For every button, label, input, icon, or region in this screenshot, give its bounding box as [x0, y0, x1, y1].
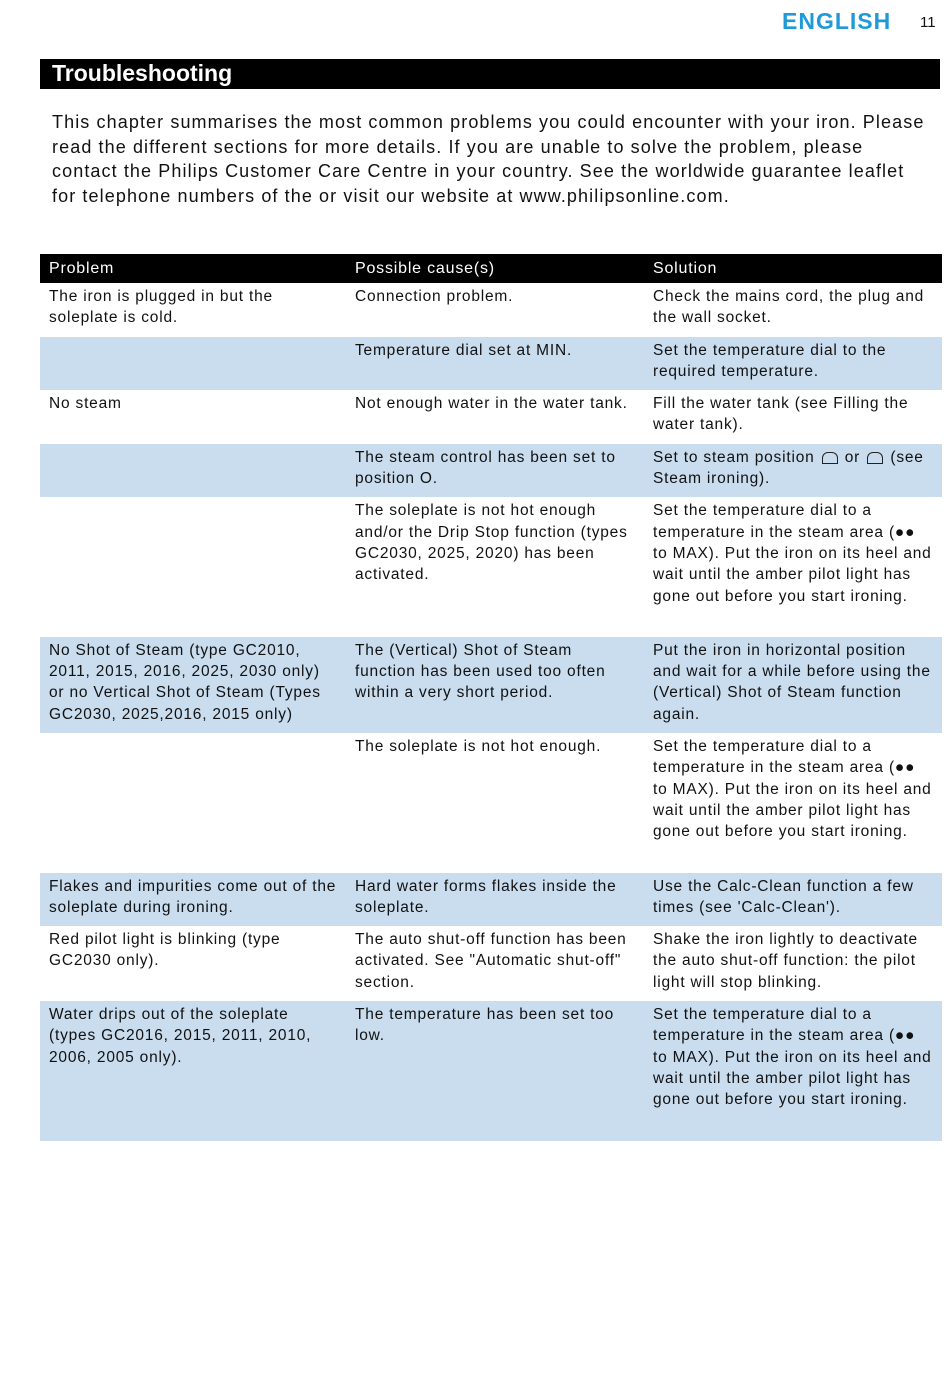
- table-row: [40, 733, 942, 872]
- table-row: [40, 873, 942, 927]
- cell-problem: [40, 733, 346, 872]
- table-row: [40, 497, 942, 636]
- cell-cause: The steam control has been set to position O.: [346, 444, 644, 498]
- cell-solution: Use the Calc-Clean function a few times (see 'Calc-Clean').: [644, 873, 942, 927]
- table-row: [40, 926, 942, 1001]
- cell-solution: Fill the water tank (see Filling the water tank).: [644, 390, 942, 444]
- cell-solution: [644, 444, 942, 498]
- cell-problem: Water drips out of the soleplate (types GC2016, 2015, 2011, 2010, 2006, 2005 only).: [40, 1001, 346, 1140]
- section-title-bar: [40, 59, 940, 89]
- solution-text: or: [844, 448, 861, 466]
- cell-solution: Put the iron in horizontal position and wait for a while before using the (Vertical) Shot of Steam function again.: [644, 637, 942, 733]
- cell-problem: No Shot of Steam (type GC2010, 2011, 2015, 2016, 2025, 2030 only) or no Vertical Shot of Steam (Types GC2030, 2025,2016, 2015 only): [40, 637, 346, 733]
- cell-problem: No steam: [40, 390, 346, 444]
- cell-problem: Flakes and impurities come out of the soleplate during ironing.: [40, 873, 346, 927]
- cell-cause: The auto shut-off function has been activated. See "Automatic shut-off" section.: [346, 926, 644, 1001]
- cell-solution: Set the temperature dial to a temperature in the steam area (●● to MAX). Put the iron on its heel and wait until the amber pilot light has gone out before you start ironing.: [644, 497, 942, 636]
- table-header-row: [40, 254, 942, 283]
- solution-text: Set to steam position: [653, 448, 815, 466]
- solution-text: (see Steam ironing).: [653, 448, 924, 488]
- table-row: [40, 1001, 942, 1140]
- section-title: Troubleshooting: [52, 60, 233, 86]
- cell-problem: [40, 444, 346, 498]
- troubleshooting-table: [40, 254, 942, 1141]
- cell-problem: Red pilot light is blinking (type GC2030 only).: [40, 926, 346, 1001]
- language-label: ENGLISH: [782, 8, 892, 34]
- page-number: 11: [920, 14, 936, 31]
- header-solution: Solution: [644, 254, 942, 283]
- steam-position-icon: [822, 452, 838, 464]
- cell-problem: The iron is plugged in but the soleplate is cold.: [40, 283, 346, 337]
- cell-problem: [40, 497, 346, 636]
- max-steam-position-icon: [867, 452, 883, 464]
- cell-cause: The (Vertical) Shot of Steam function has been used too often within a very short period.: [346, 637, 644, 733]
- cell-solution: Check the mains cord, the plug and the wall socket.: [644, 283, 942, 337]
- cell-solution: Set the temperature dial to a temperature in the steam area (●● to MAX). Put the iron on its heel and wait until the amber pilot light has gone out before you start ironing.: [644, 733, 942, 872]
- cell-solution: Set the temperature dial to a temperature in the steam area (●● to MAX). Put the iron on its heel and wait until the amber pilot light has gone out before you start ironing.: [644, 1001, 942, 1140]
- cell-cause: The temperature has been set too low.: [346, 1001, 644, 1140]
- table-row: [40, 637, 942, 733]
- cell-cause: Temperature dial set at MIN.: [346, 337, 644, 391]
- cell-solution: Shake the iron lightly to deactivate the auto shut-off function: the pilot light will stop blinking.: [644, 926, 942, 1001]
- table-row: [40, 283, 942, 337]
- cell-cause: Not enough water in the water tank.: [346, 390, 644, 444]
- header-problem: Problem: [40, 254, 346, 283]
- table-row: [40, 390, 942, 444]
- cell-cause: The soleplate is not hot enough and/or the Drip Stop function (types GC2030, 2025, 2020) has been activated.: [346, 497, 644, 636]
- intro-paragraph: This chapter summarises the most common problems you could encounter with your iron. Please read the different sections for more details. If you are unable to solve the problem, please contact the Philips Customer Care Centre in your country. See the worldwide guarantee leaflet for telephone numbers of the or visit our website at www.philipsonline.com.: [52, 112, 925, 206]
- cell-problem: [40, 337, 346, 391]
- cell-cause: Hard water forms flakes inside the soleplate.: [346, 873, 644, 927]
- table-row: [40, 337, 942, 391]
- cell-cause: The soleplate is not hot enough.: [346, 733, 644, 872]
- cell-cause: Connection problem.: [346, 283, 644, 337]
- table-row: [40, 444, 942, 498]
- header-cause: Possible cause(s): [346, 254, 644, 283]
- cell-solution: Set the temperature dial to the required temperature.: [644, 337, 942, 391]
